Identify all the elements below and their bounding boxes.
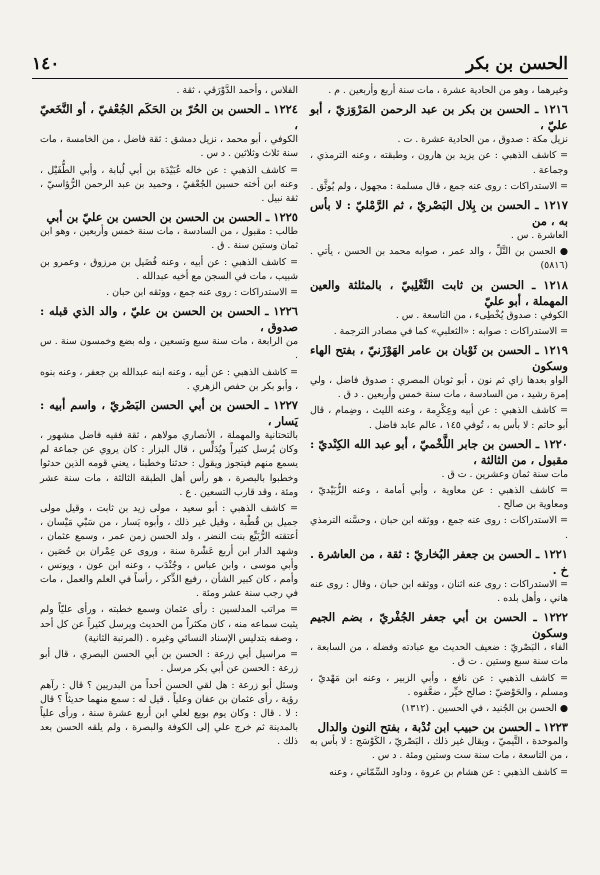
left-column [40, 84, 298, 753]
entry-text: = كاشف الذهبي : عن نافع ، وأبي الزبير ، وعنه ابن مَهْديّ ، ومسلم ، والحَوْضيّ : صالح خيِّر ، ضعَّفوه . [310, 672, 568, 698]
biography-entry [310, 277, 568, 339]
entry-text: الواو بعدها زاي ثم نون ، أبو ثوبان المصري : صدوق فاضل ، ولي إمرة رشيد ، من السادسة ، مات سنة خمس وأربعين . د ق . [310, 375, 568, 401]
entry-text: الكوفي : صدوق يُخْطِىء ، من التاسعة . س . [395, 309, 568, 321]
entry-text: العاشرة . س . [510, 230, 568, 242]
entry-heading: ١٢٢٦ ـ الحسن بن الحسن بن عليّ ، والد الذي قبله : صدوق ، [40, 304, 298, 335]
biography-entry [310, 101, 568, 194]
entry-heading: ١٢٢١ ـ الحسن بن جعفر البُخاريّ : ثقة ، من العاشرة . خ . [310, 546, 568, 577]
entry-heading: ١٢٢٠ ـ الحسن بن جابر اللَّخْميّ ، أبو عبد الله الكِنْديّ : مقبول ، من الثالثة ، [310, 436, 568, 467]
entry-text: نزيل مكة : صدوق ، من الحادية عشرة . ت . [397, 134, 568, 146]
entry-text: = مراسيل أبي زرعة : الحسن بن أبي الحسن البصري ، قال أبو زرعة : الحسن عن أبي بكر مرسل . [40, 649, 298, 675]
entry-heading: ١٢١٨ ـ الحسن بن ثابت التَّغْلِبيّ ، بالمثلثة والعين المهملة ، أبو عليّ [310, 277, 568, 308]
entry-heading: ١٢٢٣ ـ الحسن بن حبيب ابن نُدْبة ، بفتح النون والدال [317, 720, 568, 735]
biography-entry [40, 84, 298, 98]
entry-text: وغيرهما ، وهو من الحادية عشرة ، مات سنة أربع وأربعين . م . [328, 85, 568, 96]
biography-entry [40, 397, 298, 749]
entry-heading: ١٢٢٤ ـ الحسن بن الحُرّ بن الحَكَم الجُعْفيّ ، أو النَّخَعيّ ، [40, 102, 298, 133]
biography-entry [310, 436, 568, 543]
entry-heading: ١٢٢٧ ـ الحسن بن أبي الحسن البَصْريّ ، واسم أبيه : يَسار ، [40, 398, 298, 429]
page-number: ١٤٠ [32, 54, 60, 74]
running-title: الحسن بن بكر [466, 54, 568, 74]
entry-text: = الاستدراكات : روى عنه جمع ، ووثقه ابن حبان ، وحسَّنه الترمذي . [310, 515, 568, 541]
biography-entry [40, 209, 298, 300]
biography-entry [310, 719, 568, 780]
entry-text: وسئل أبو زرعة : هل لقي الحسن أحداً من البدريين ؟ قال : رآهم رؤية ، رأى عثمان بن عفان وعلياً . قيل له : سمع منهما حديثاً ؟ قال : لا . قال : وكان يوم بويع لعلي ابن أربع عشرة سنة ، ورأى علياً بالمدينة ثم خرج علي إلى الكوفة والبصرة ، ولم يلقه الحسن بعد ذلك . [40, 679, 298, 748]
biography-entry [310, 342, 568, 433]
entry-text: = الاستدراكات : صوابه : «الثعلبي» كما في مصادر الترجمة . [333, 325, 568, 337]
entry-text: الفلاس ، وأحمد الدَّوْرَقي ، ثقة . [176, 85, 298, 96]
entry-text: ● الحسن بن التَّلِّ ، والد عمر ، صوابه محمد بن الحسن ، يأتي . (٥٨١٦) [310, 246, 568, 272]
biography-entry [40, 303, 298, 394]
entry-heading: ١٢١٦ ـ الحسن بن بكر بن عبد الرحمن المَرْوَزيّ ، أبو عليّ ، [310, 102, 568, 133]
entry-text: الفاء ، البَصْريّ : ضعيف الحديث مع عبادته وفضله ، من السابعة ، مات سنة سبع وستين . ت ق . [310, 642, 568, 668]
entry-text: = الاستدراكات : روى عنه اثنان ، ووثقه ابن حبان ، وقال : روى عنه هاني ، وأهل بلده . [310, 578, 568, 605]
entry-text: = كاشف الذهبي : عن يزيد بن هارون ، وطبقته ، وعنه الترمذي ، وجماعة . [310, 150, 568, 176]
entry-text: = كاشف الذهبي : عن أبيه ، وعنه ابنه عبدالله بن جعفر ، وعنه بنوه ، وأبو بكر بن حفص الزهري . [40, 366, 298, 392]
page-header [32, 52, 568, 79]
entry-heading: ١٢٢٥ ـ الحسن بن الحسن بن الحسن بن عليّ بن أبي [46, 210, 298, 225]
entry-text: = كاشف الذهبي : عن أبيه ، وعنه فُضَيل بن مرزوق ، وعمرو بن شبيب ، مات في السجن مع أخيه عبدالله . [40, 256, 298, 282]
entry-text: طالب : مقبول ، من السادسة ، مات سنة خمس وأربعين ، وهو ابن ثمان وستين سنة . ق . [40, 226, 298, 252]
biography-entry [40, 101, 298, 206]
entry-text: الكوفي ، أبو محمد ، نزيل دمشق : ثقة فاضل ، من الخامسة ، مات سنة ثلاث وثلاثين . د س . [40, 134, 298, 160]
entry-text: = كاشف الذهبي : عن هشام بن عروة ، وداود السِّمّاني ، وعنه [329, 766, 568, 778]
entry-text: = كاشف الذهبي : عن معاوية ، وأبي أمامة ، وعنه الزُّبَيْديّ ، ومعاوية بن صالح . [310, 485, 568, 511]
entry-heading: ١٢٢٢ ـ الحسن بن أبي جعفر الجُفْريّ ، بضم الجيم وسكون [310, 610, 568, 641]
biography-entry [310, 84, 568, 98]
entry-text: والموحدة ، التَّيميّ ، ويقال غير ذلك ، البَصْريّ ، الكَوْسَج : لا بأس به ، من التاسعة ، مات سنة ست وستين ومئة . د س . [310, 736, 568, 762]
right-column [310, 84, 568, 783]
entry-text: بالتحتانية والمهملة ، الأنصاري مولاهم ، ثقة فقيه فاضل مشهور ، وكان يُرسل كثيراً ويُدَلِّس ، قال البزار : كان يروي عن جماعة لم يسمع منهم فيتجوز ويقول : حدثنا وخطبنا ، يعني قومه الذين حدثوا وخطبوا بالبصرة ، هو رأس أهل الطبقة الثالثة ، مات سنة عشر ومئة ، وقد قارب التسعين . ع . [40, 430, 298, 498]
entry-text: = الاستدراكات : روى عنه جمع ، ووثقه ابن حبان . [106, 287, 298, 299]
entry-text: = كاشف الذهبي : عن خاله عُبَيْدَة بن أبي لُبابة ، وأبي الطُّفَيْل ، وعنه ابن أخته حسين الجُعْفيّ ، وحميد بن عبد الرحمن الرُّؤاسيّ ، ثقة نبيل . [40, 164, 298, 205]
entry-heading: ١٢١٧ ـ الحسن بن بِلال البَصْريّ ، ثم الرَّمْليّ : لا بأس به ، من [310, 198, 568, 229]
entry-text: = كاشف الذهبي : عن أبيه وعِكْرِمة ، وعنه الليث ، وضِمام ، قال أبو حاتم : لا بأس به ، تُوفي ١٤٥ ، عالم عابد فاضل . [310, 405, 568, 431]
entry-heading: ١٢١٩ ـ الحسن بن ثَوْبان بن عامر الهَوْزَنيّ ، بفتح الهاء وسكون [310, 343, 568, 374]
biography-entry [310, 546, 568, 606]
entry-text: = كاشف الذهبي : أبو سعيد ، مولى زيد بن ثابت ، وقيل مولى جميل بن قُطْبة ، وقيل غير ذلك ، وأبوه يَسار ، من سَبْي مَيْسان ، أعتقته الرُّبَيِّع بنت النضر ، ولد الحسن زمن عمر ، وسمع عثمان ، وشهد الدار ابن أربع عَشْرة سنة ، وروى عن عِمْران بن حُصَين ، وأبي موسى ، وابن عباس ، وجُنْدَب ، وعنه ابن عون ، ويونس ، وأمم ، كان كبير الشأن ، رفيع الذِّكر ، رأساً في العلم والعمل ، مات في رجب سنة عشر ومئة . [40, 503, 298, 600]
entry-text: مات سنة ثمان وعشرين . ت ق . [441, 468, 568, 480]
entry-text: من الرابعة ، مات سنة سبع وتسعين ، وله بضع وخمسون سنة . س . [40, 336, 298, 362]
biography-entry [310, 197, 568, 274]
entry-text: = الاستدراكات : روى عنه جمع ، قال مسلمة : مجهول ، ولم يُوثَّق . [310, 180, 568, 192]
entry-text: ● الحسن بن الجُنيد ، في الحسين . (١٣١٢) [401, 703, 568, 715]
biography-entry [310, 609, 568, 716]
entry-text: = مراتب المدلسين : رأى عثمان وسمع خطبته ، ورأى عليّاً ولم يثبت سماعه منه ، كان مكثراً من الحديث ويرسل كثيراً عن كل أحد ، وصفه بتدليس الإسناد النسائي وغيره . (المرتبة الثانية) [40, 604, 298, 644]
